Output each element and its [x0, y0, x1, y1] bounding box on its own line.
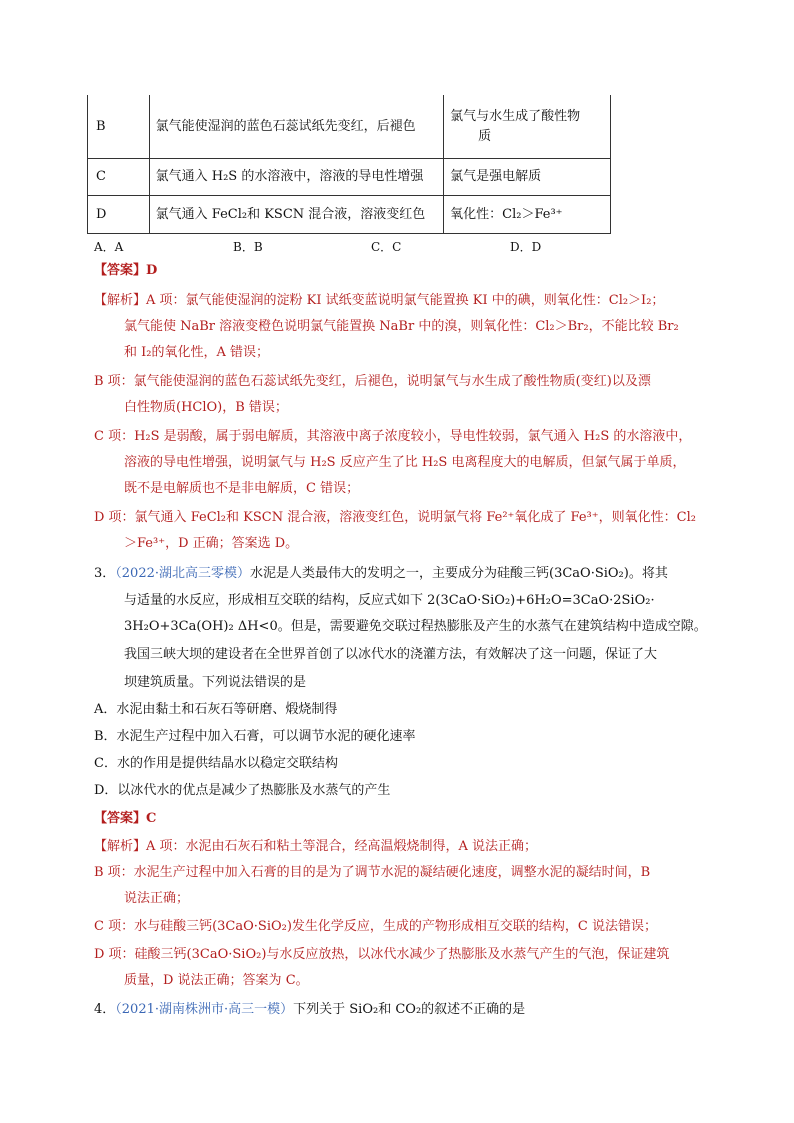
q3-analysis-line: C 项：水与硅酸三钙(3CaO·SiO₂)发生化学反应，生成的产物形成相互交联的结构，C 说法错误； [94, 919, 657, 934]
q3-analysis-line: 【解析】A 项：水泥由石灰石和粘土等混合，经高温煅烧制得，A 说法正确； [94, 839, 538, 854]
conclusion-cell: 氧化性：Cl₂＞Fe³⁺ [444, 196, 611, 234]
q2-answer: 【答案】D [94, 263, 158, 278]
question-stem: 下列关于 SiO₂和 CO₂的叙述不正确的是 [293, 1002, 526, 1017]
q2-analysis-line: D 项：氯气通入 FeCl₂和 KSCN 混合液，溶液变红色，说明氯气将 Fe²⁺氧化成了 Fe³⁺，则氧化性：Cl₂ [94, 510, 696, 525]
q2-analysis-line: 氯气能使 NaBr 溶液变橙色说明氯气能置换 NaBr 中的溴，则氧化性：Cl₂＞Br₂，不能比较 Br₂ [124, 319, 679, 334]
q4-stem [94, 1001, 525, 1019]
option-cell: B [88, 95, 150, 159]
question-source: （2022·湖北高三零模） [115, 566, 250, 581]
q3-stem-first-line [94, 565, 668, 583]
phenomenon-cell: 氯气能使湿润的蓝色石蕊试纸先变红，后褪色 [149, 95, 444, 159]
q2-analysis-line: 溶液的导电性增强，说明氯气与 H₂S 反应产生了比 H₂S 电离程度大的电解质，但氯气属于单质， [124, 455, 686, 470]
q2-analysis-line: 和 I₂的氧化性，A 错误； [124, 345, 269, 360]
option-cell: D [88, 196, 150, 234]
q3-analysis-line: D 项：硅酸三钙(3CaO·SiO₂)与水反应放热，以冰代水减少了热膨胀及水蒸气产生的气泡，保证建筑 [94, 947, 670, 962]
q2-analysis-line: B 项：氯气能使湿润的蓝色石蕊试纸先变红，后褪色，说明氯气与水生成了酸性物质(变红)以及漂 [94, 374, 651, 389]
option-d: D．D [510, 240, 542, 254]
question-number: 3． [94, 566, 116, 581]
question-number: 4． [94, 1002, 116, 1017]
question-source: （2021·湖南株洲市·高三一模） [115, 1002, 294, 1017]
q3-option-d: D．以冰代水的优点是减少了热膨胀及水蒸气的产生 [94, 783, 391, 798]
q2-analysis-line: 白性物质(HClO)，B 错误； [124, 400, 288, 415]
conclusion-cell: 氯气是强电解质 [444, 159, 611, 196]
q3-stem-line: 与适量的水反应，形成相互交联的结构，反应式如下 2(3CaO·SiO₂)+6H₂O=3CaO·2SiO₂· [124, 593, 655, 608]
q3-stem-line: 坝建筑质量。下列说法错误的是 [124, 675, 307, 690]
q3-option-a: A．水泥由黏土和石灰石等研磨、煅烧制得 [94, 702, 338, 717]
table-row [88, 159, 611, 196]
option-cell: C [88, 159, 150, 196]
q2-analysis-line: C 项：H₂S 是弱酸，属于弱电解质，其溶液中离子浓度较小，导电性较弱，氯气通入 H₂S 的水溶液中， [94, 429, 692, 444]
q3-analysis-line: 质量，D 说法正确；答案为 C。 [124, 973, 309, 988]
question-stem: 水泥是人类最伟大的发明之一，主要成分为硅酸三钙(3CaO·SiO₂)。将其 [250, 566, 668, 581]
option-b: B．B [233, 240, 263, 254]
phenomenon-cell: 氯气通入 H₂S 的水溶液中，溶液的导电性增强 [149, 159, 444, 196]
question-table [87, 95, 611, 234]
conclusion-line: 氯气与水生成了酸性物 [450, 108, 581, 124]
q3-answer: 【答案】C [94, 811, 157, 826]
option-a: A．A [94, 240, 124, 254]
q2-analysis-line: ＞Fe³⁺，D 正确；答案选 D。 [124, 536, 299, 551]
q3-stem-line: 3H₂O+3Ca(OH)₂ ΔH<0。但是，需要避免交联过程热膨胀及产生的水蒸气在建筑结构中造成空隙。 [124, 619, 707, 634]
q3-option-b: B．水泥生产过程中加入石膏，可以调节水泥的硬化速率 [94, 729, 416, 744]
q3-stem-line: 我国三峡大坝的建设者在全世界首创了以冰代水的浇灌方法，有效解决了这一问题，保证了大 [124, 647, 658, 662]
conclusion-cell [444, 95, 611, 159]
q3-analysis-line: 说法正确； [124, 891, 190, 906]
q2-analysis-line: 【解析】A 项：氯气能使湿润的淀粉 KI 试纸变蓝说明氯气能置换 KI 中的碘，则氧化性：Cl₂＞I₂； [94, 293, 665, 308]
q3-analysis-line: B 项：水泥生产过程中加入石膏的目的是为了调节水泥的凝结硬化速度，调整水泥的凝结时间，B [94, 865, 651, 880]
phenomenon-cell: 氯气通入 FeCl₂和 KSCN 混合液，溶液变红色 [149, 196, 444, 234]
table-row [88, 95, 611, 159]
q3-option-c: C．水的作用是提供结晶水以稳定交联结构 [94, 756, 338, 771]
q2-analysis-line: 既不是电解质也不是非电解质，C 错误； [124, 481, 360, 496]
table-row [88, 196, 611, 234]
conclusion-line: 质 [478, 128, 492, 144]
option-c: C．C [371, 240, 402, 254]
